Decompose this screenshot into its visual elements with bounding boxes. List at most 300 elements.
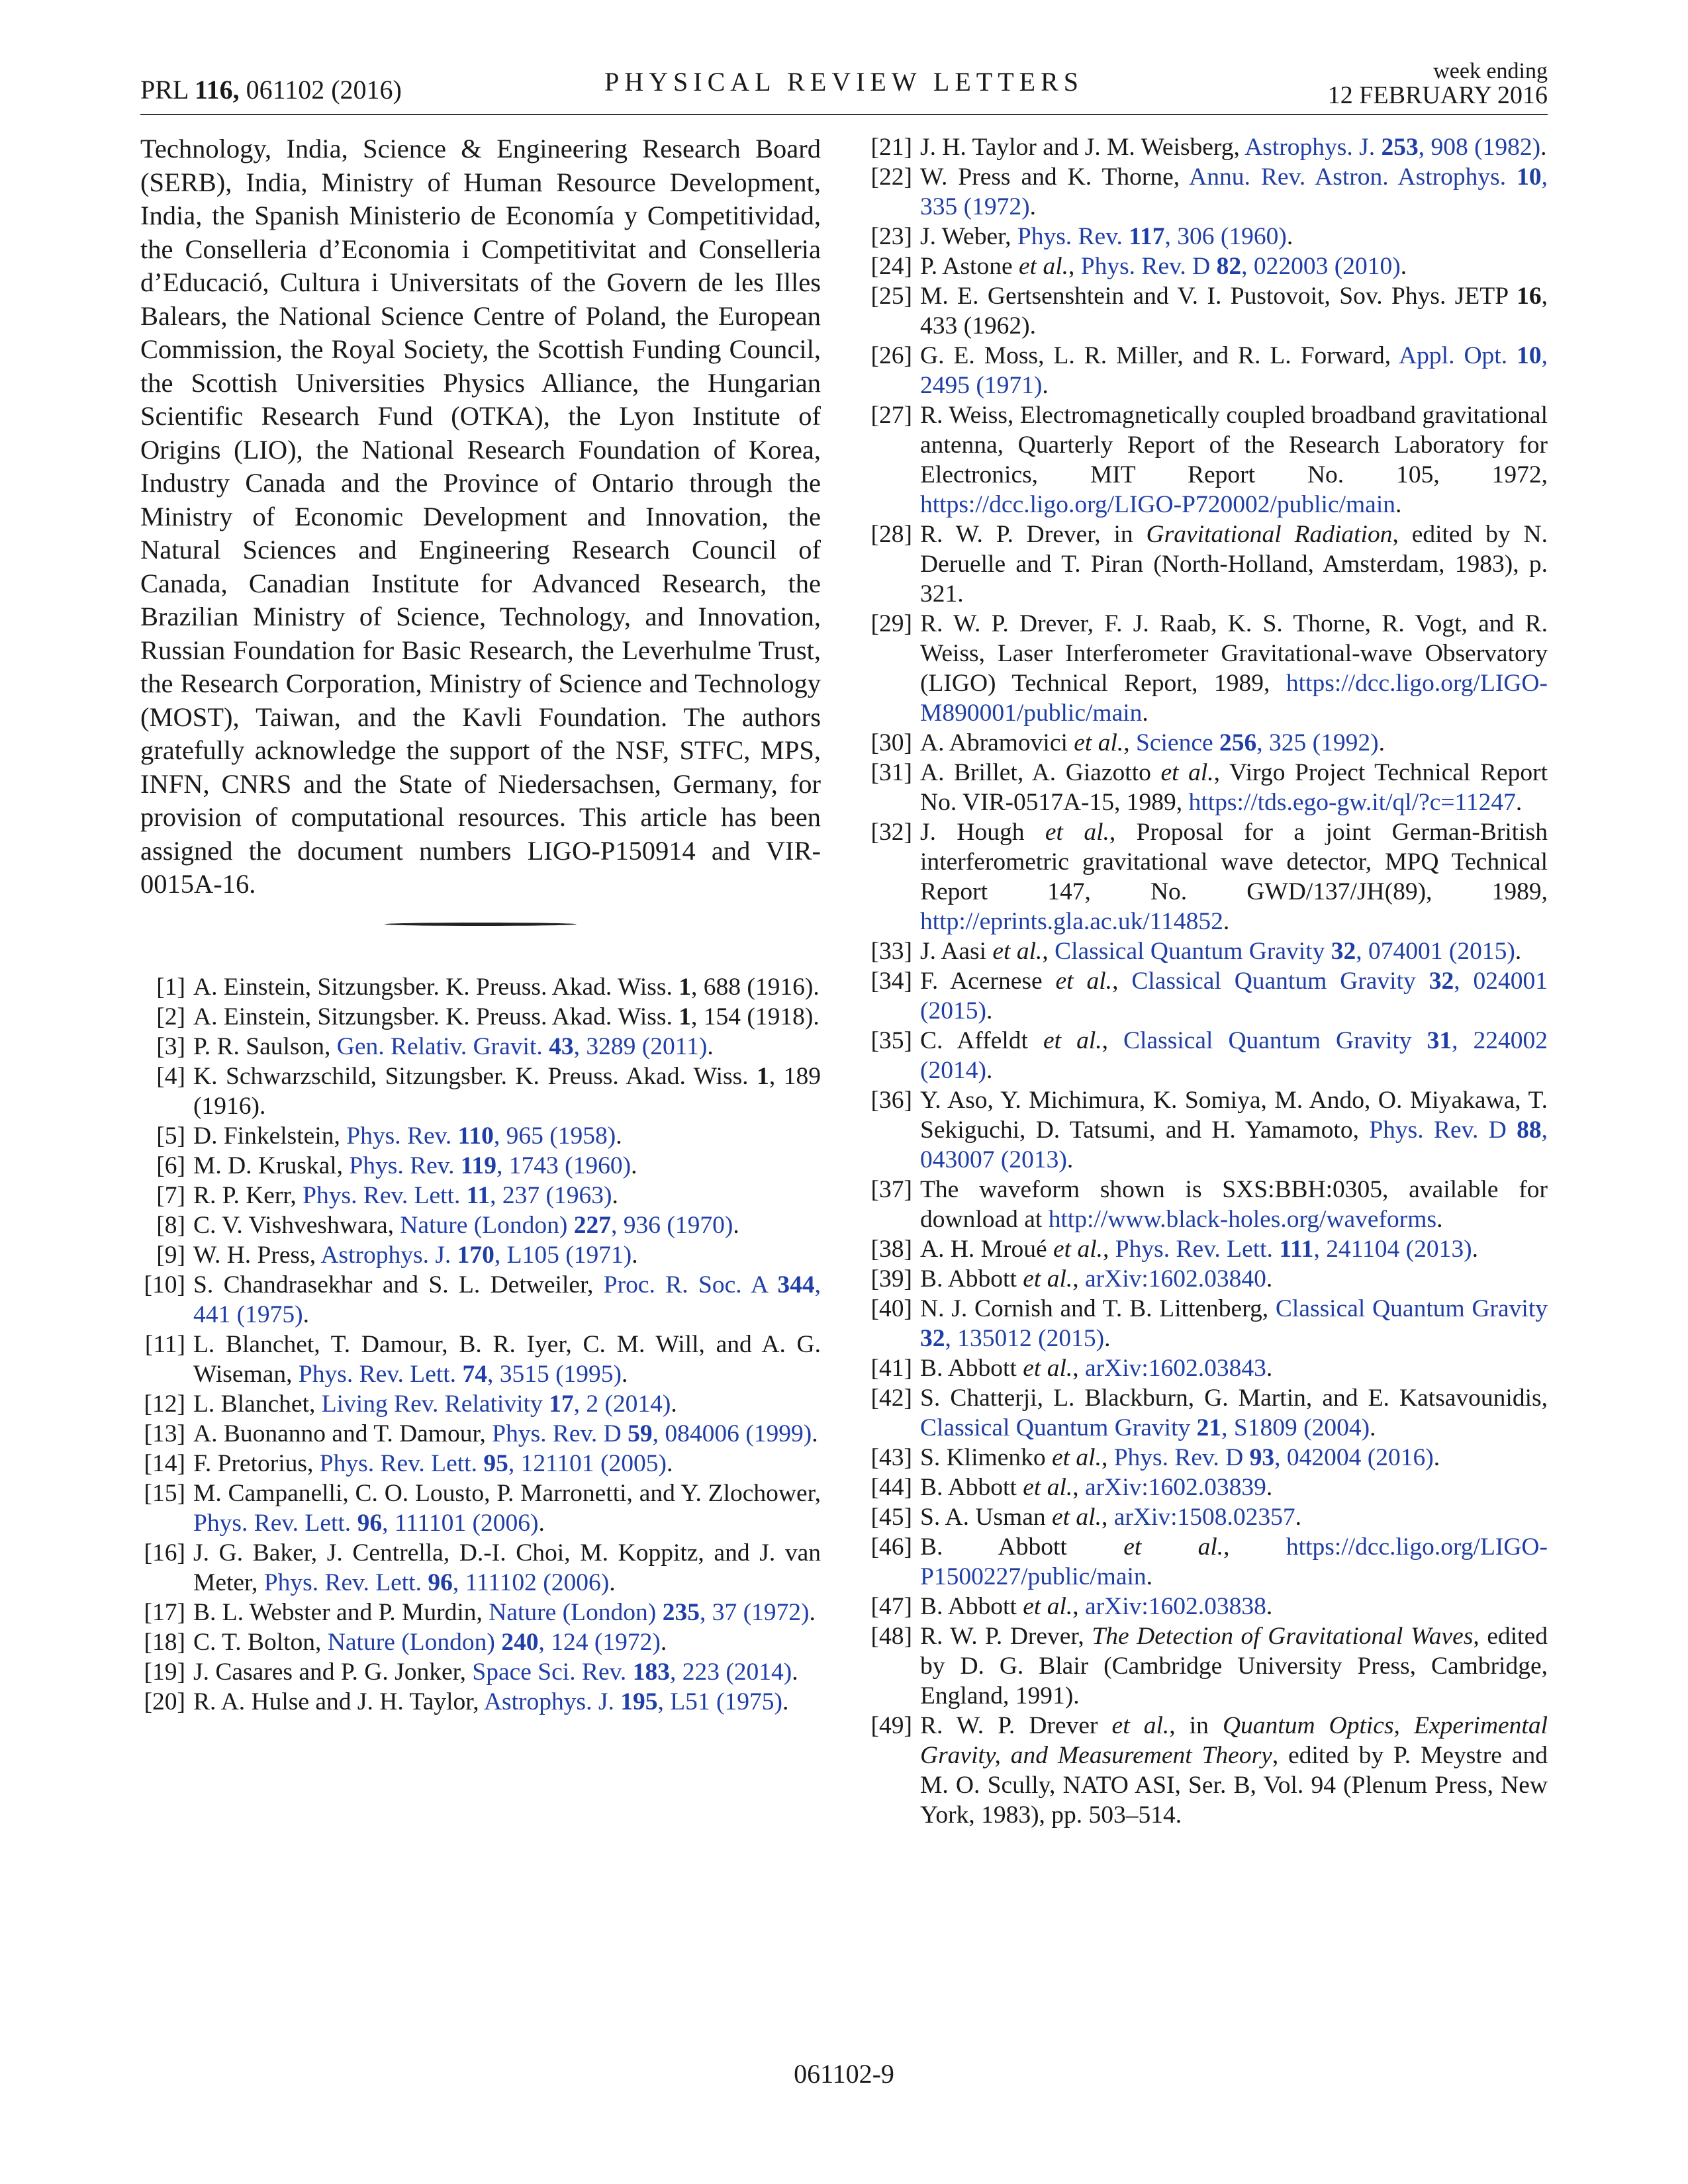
reference-link[interactable]: 82 [1216, 253, 1242, 280]
reference-link[interactable]: Phys. Rev. [349, 1152, 461, 1179]
reference-link[interactable]: , 325 (1992) [1256, 729, 1379, 756]
reference-link[interactable]: Gen. Relativ. Gravit. [336, 1032, 549, 1060]
reference-link[interactable]: , 024001 (2015) [920, 968, 1548, 1024]
reference-link[interactable]: Proc. R. Soc. A [603, 1271, 778, 1298]
reference-text: S. A. Usman [920, 1504, 1052, 1531]
reference-item [140, 1657, 821, 1687]
reference-item [140, 972, 821, 1002]
reference-number: [16] [144, 1539, 185, 1567]
reference-link[interactable]: 117 [1129, 223, 1165, 250]
reference-text: P. Astone [920, 253, 1019, 280]
reference-text: S. Chatterji, L. Blackburn, G. Martin, and E. Katsavounidis, [920, 1385, 1548, 1412]
reference-item [140, 1419, 821, 1449]
reference-number: [46] [870, 1533, 912, 1561]
reference-link[interactable]: Nature (London) [489, 1598, 663, 1626]
reference-number: [34] [870, 968, 912, 995]
reference-link[interactable]: , 237 (1963) [490, 1181, 612, 1209]
reference-link[interactable]: 96 [428, 1569, 453, 1596]
reference-number: [39] [870, 1265, 912, 1293]
reference-text: Quantum Optics, Experimental Gravity, and Measurement Theory [920, 1712, 1548, 1769]
reference-text: S. Chandrasekhar and S. L. Detweiler, [193, 1271, 604, 1298]
reference-link[interactable]: 96 [357, 1509, 383, 1537]
reference-text: , [1223, 1533, 1286, 1561]
reference-number: [3] [156, 1032, 185, 1060]
reference-text: . [671, 1390, 677, 1418]
reference-text: L. Blanchet, T. Damour, B. R. Iyer, C. M. Will, and A. G. Wiseman, [193, 1330, 821, 1388]
reference-text: , 154 (1918). [690, 1003, 820, 1030]
reference-text: . [1433, 1444, 1440, 1471]
reference-link[interactable]: arXiv:1602.03843 [1084, 1355, 1266, 1382]
reference-text: . [1142, 700, 1149, 727]
reference-number: [21] [870, 134, 912, 161]
reference-link[interactable]: , 022003 (2010) [1241, 253, 1401, 280]
reference-text: , edited by D. G. Blair (Cambridge University Press, Cambridge, England, 1991). [920, 1623, 1548, 1709]
reference-text: . [622, 1360, 628, 1388]
reference-number: [49] [870, 1712, 912, 1739]
reference-item [867, 1711, 1548, 1830]
reference-item [867, 281, 1548, 341]
reference-text: , 433 (1962). [920, 283, 1548, 340]
reference-link[interactable]: Nature (London) [327, 1628, 502, 1656]
reference-text: . [632, 1241, 638, 1269]
reference-text: The Detection of Gravitational Waves [1092, 1623, 1474, 1650]
reference-item [867, 132, 1548, 162]
reference-text: . [631, 1152, 637, 1179]
reference-link[interactable]: , 043007 (2013) [920, 1116, 1548, 1173]
reference-link[interactable]: , 084006 (1999) [652, 1420, 812, 1447]
reference-number: [11] [144, 1330, 185, 1358]
reference-number: [17] [144, 1598, 185, 1626]
reference-number: [44] [870, 1474, 912, 1501]
reference-item [867, 1353, 1548, 1383]
reference-link[interactable]: arXiv:1602.03840 [1084, 1265, 1266, 1293]
reference-link[interactable]: 32 [920, 1325, 945, 1352]
reference-number: [22] [870, 163, 912, 191]
reference-link[interactable]: 88 [1517, 1116, 1542, 1144]
reference-number: [42] [870, 1385, 912, 1412]
reference-number: [37] [870, 1176, 912, 1203]
reference-text: P. R. Saulson, [193, 1032, 337, 1060]
reference-item [140, 1181, 821, 1210]
reference-number: [9] [156, 1241, 185, 1269]
reference-link[interactable]: Phys. Rev. Lett. [319, 1449, 484, 1477]
reference-item [140, 1121, 821, 1151]
reference-text: A. Einstein, Sitzungsber. K. Preuss. Akad. Wiss. [193, 973, 679, 1001]
reference-text: et al. [1019, 253, 1068, 280]
reference-text: et al. [1023, 1474, 1073, 1501]
reference-link[interactable]: , 441 (1975) [193, 1271, 821, 1328]
reference-link[interactable]: , 124 (1972) [538, 1628, 661, 1656]
reference-text: M. Campanelli, C. O. Lousto, P. Marronetti, and Y. Zlochower, [193, 1479, 821, 1507]
reference-text: . [1266, 1265, 1273, 1293]
reference-text: . [733, 1211, 739, 1239]
reference-text: , [1101, 1504, 1114, 1531]
reference-item [867, 728, 1548, 758]
left-column [140, 132, 821, 1717]
journal-volume: 116, [194, 75, 240, 105]
reference-item [867, 1443, 1548, 1473]
reference-link[interactable]: 111 [1279, 1236, 1314, 1263]
reference-link[interactable]: 93 [1249, 1444, 1275, 1471]
reference-text: . [303, 1300, 309, 1328]
reference-text: . [1400, 253, 1407, 280]
reference-link[interactable]: Phys. Rev. D [1369, 1116, 1517, 1144]
reference-link[interactable]: http://eprints.gla.ac.uk/114852 [920, 908, 1223, 935]
reference-text: . [616, 1122, 622, 1150]
reference-text: G. E. Moss, L. R. Miller, and R. L. Forward, [920, 342, 1399, 369]
reference-text: . [1066, 1146, 1074, 1173]
reference-text: . [1029, 193, 1036, 220]
reference-text: 1 [679, 1003, 691, 1030]
reference-text: . [812, 1420, 818, 1447]
reference-text: et al. [1074, 729, 1124, 756]
reference-item [140, 1598, 821, 1627]
reference-link[interactable]: arXiv:1508.02357 [1113, 1504, 1295, 1531]
reference-link[interactable]: Astrophys. J. [1244, 134, 1382, 161]
reference-item [867, 609, 1548, 728]
reference-item [140, 1538, 821, 1598]
reference-text: et al. [1051, 1504, 1102, 1531]
reference-link[interactable]: , 111102 (2006) [452, 1569, 610, 1596]
reference-text: 1 [757, 1062, 769, 1090]
reference-text: R. W. P. Drever, F. J. Raab, K. S. Thorne, R. Vogt, and R. Weiss, Laser Interferometer Gravitational-wave Observatory (LIGO) Technical Report, 1989, [920, 610, 1548, 697]
reference-text: , [1102, 1027, 1124, 1054]
reference-link[interactable]: 17 [549, 1390, 574, 1418]
reference-link[interactable]: Phys. Rev. Lett. [298, 1360, 463, 1388]
reference-text: N. J. Cornish and T. B. Littenberg, [920, 1295, 1276, 1322]
reference-link[interactable]: Classical Quantum Gravity [1131, 968, 1429, 995]
reference-link[interactable]: 21 [1196, 1414, 1222, 1441]
reference-item [867, 520, 1548, 609]
reference-link[interactable]: Nature (London) [400, 1211, 574, 1239]
reference-text: et al. [1043, 1027, 1102, 1054]
reference-text: M. D. Kruskal, [193, 1152, 350, 1179]
reference-link[interactable]: https://dcc.ligo.org/LIGO-M890001/public/main [920, 670, 1548, 727]
reference-link[interactable]: 74 [462, 1360, 487, 1388]
reference-text: A. Buonanno and T. Damour, [193, 1420, 492, 1447]
reference-item [140, 1002, 821, 1032]
reference-item [867, 1621, 1548, 1711]
reference-item [140, 1240, 821, 1270]
reference-text: . [1436, 1206, 1443, 1233]
reference-link[interactable]: https://dcc.ligo.org/LIGO-P1500227/public/main [920, 1533, 1548, 1590]
journal-abbrev: PRL [140, 75, 195, 105]
reference-link[interactable]: , 111101 (2006) [382, 1509, 539, 1537]
reference-text: . [1266, 1474, 1273, 1501]
reference-text: . [1042, 372, 1049, 399]
reference-text: et al. [1051, 1444, 1102, 1471]
reference-item [867, 1532, 1548, 1592]
reference-text: . [1266, 1355, 1273, 1382]
reference-item [867, 1026, 1548, 1085]
reference-text: et al. [992, 938, 1043, 965]
reference-text: , [1123, 729, 1136, 756]
reference-item [140, 1032, 821, 1062]
reference-number: [29] [870, 610, 912, 637]
reference-link[interactable]: 43 [549, 1032, 574, 1060]
reference-text: , [1103, 1236, 1115, 1263]
reference-link[interactable]: , 3515 (1995) [487, 1360, 622, 1388]
reference-text: B. Abbott [920, 1265, 1023, 1293]
reference-item [867, 1294, 1548, 1353]
reference-link[interactable]: Phys. Rev. Lett. [263, 1569, 428, 1596]
reference-link[interactable]: , 908 (1982) [1418, 134, 1541, 161]
reference-link[interactable]: 195 [620, 1688, 658, 1715]
reference-link[interactable]: , 135012 (2015) [945, 1325, 1105, 1352]
reference-link[interactable]: , 1743 (1960) [496, 1152, 632, 1179]
reference-link[interactable]: 235 [662, 1598, 700, 1626]
reference-text: A. Abramovici [920, 729, 1074, 756]
reference-text: . [1395, 491, 1402, 518]
issue-date-value: 12 FEBRUARY 2016 [1327, 81, 1548, 109]
reference-text: et al. [1023, 1355, 1073, 1382]
reference-text: et al. [1160, 759, 1214, 786]
reference-text: . [660, 1628, 667, 1656]
reference-text: Y. Aso, Y. Michimura, K. Somiya, M. Ando, O. Miyakawa, T. Sekiguchi, D. Tatsumi, and H. Yamamoto, [920, 1087, 1548, 1144]
reference-link[interactable]: Phys. Rev. D [1113, 1444, 1250, 1471]
reference-link[interactable]: Classical Quantum Gravity [1275, 1295, 1548, 1322]
reference-link[interactable]: , 2495 (1971) [920, 342, 1548, 399]
reference-text: . [986, 1057, 993, 1084]
reference-link[interactable]: 10 [1517, 163, 1542, 191]
reference-link[interactable]: , 042004 (2016) [1274, 1444, 1434, 1471]
reference-number: [32] [870, 819, 912, 846]
reference-link[interactable]: , 241104 (2013) [1313, 1236, 1472, 1263]
header-rule [140, 114, 1548, 115]
reference-text: J. Casares and P. G. Jonker, [193, 1658, 473, 1686]
reference-text: R. W. P. Drever [920, 1712, 1112, 1739]
reference-link[interactable]: Appl. Opt. [1399, 342, 1517, 369]
reference-item [867, 1473, 1548, 1502]
reference-number: [2] [156, 1003, 185, 1030]
reference-item [140, 1389, 821, 1419]
reference-link[interactable]: Annu. Rev. Astron. Astrophys. [1189, 163, 1517, 191]
week-ending-label: week ending [1433, 59, 1548, 83]
reference-text: W. Press and K. Thorne, [920, 163, 1190, 191]
right-column [867, 132, 1548, 1830]
reference-text: The waveform shown is SXS:BBH:0305, available for download at [920, 1176, 1548, 1233]
journal-title: PHYSICAL REVIEW LETTERS [604, 67, 1084, 97]
reference-number: [10] [144, 1271, 185, 1298]
reference-link[interactable]: Phys. Rev. D [492, 1420, 628, 1447]
reference-text: D. Finkelstein, [193, 1122, 347, 1150]
reference-item [867, 936, 1548, 966]
reference-number: [20] [144, 1688, 185, 1715]
reference-link[interactable]: , L51 (1975) [657, 1688, 782, 1715]
reference-item [140, 1449, 821, 1479]
reference-link[interactable]: , 965 (1958) [493, 1122, 616, 1150]
reference-item [867, 1264, 1548, 1294]
reference-link[interactable]: 227 [573, 1211, 612, 1239]
reference-link[interactable]: Astrophys. J. [320, 1241, 457, 1269]
reference-link[interactable]: Phys. Rev. [1017, 223, 1129, 250]
reference-text: R. W. P. Drever, in [920, 521, 1147, 548]
reference-text: J. G. Baker, J. Centrella, D.-I. Choi, M. Koppitz, and J. van Meter, [193, 1539, 821, 1596]
reference-link[interactable]: , 223 (2014) [669, 1658, 792, 1686]
reference-link[interactable]: , 2 (2014) [573, 1390, 671, 1418]
reference-link[interactable]: 344 [777, 1271, 815, 1298]
reference-number: [25] [870, 283, 912, 310]
reference-link[interactable]: https://dcc.ligo.org/LIGO-P720002/public/main [920, 491, 1395, 518]
reference-link[interactable]: Classical Quantum Gravity [1123, 1027, 1427, 1054]
reference-link[interactable]: , 936 (1970) [611, 1211, 733, 1239]
reference-number: [6] [156, 1152, 185, 1179]
reference-text: . [1515, 789, 1523, 816]
reference-text: S. Klimenko [920, 1444, 1052, 1471]
reference-number: [14] [144, 1449, 185, 1477]
reference-link[interactable]: Astrophys. J. [483, 1688, 621, 1715]
reference-text: , 688 (1916). [690, 973, 820, 1001]
reference-link[interactable]: Phys. Rev. [346, 1122, 458, 1150]
reference-item [140, 1210, 821, 1240]
reference-link[interactable]: Science [1136, 729, 1219, 756]
reference-link[interactable]: , 121101 (2005) [508, 1449, 667, 1477]
reference-number: [35] [870, 1027, 912, 1054]
reference-text: . [1286, 223, 1293, 250]
reference-link[interactable]: https://tds.ego-gw.it/ql/?c=11247 [1188, 789, 1516, 816]
issue-date [1328, 60, 1548, 107]
reference-text: J. Aasi [920, 938, 993, 965]
reference-number: [41] [870, 1355, 912, 1382]
reference-text: F. Acernese [920, 968, 1056, 995]
reference-link[interactable]: , 37 (1972) [699, 1598, 810, 1626]
reference-item [867, 966, 1548, 1026]
reference-item [867, 222, 1548, 251]
reference-number: [40] [870, 1295, 912, 1322]
reference-text: . [1295, 1504, 1302, 1531]
reference-text: . [1266, 1593, 1273, 1620]
reference-text: J. Weber, [920, 223, 1017, 250]
reference-list-left [140, 972, 821, 1717]
reference-text: , in [1169, 1712, 1223, 1739]
reference-text: . [667, 1449, 673, 1477]
reference-link[interactable]: 95 [483, 1449, 508, 1477]
reference-number: [45] [870, 1504, 912, 1531]
reference-link[interactable]: , L105 (1971) [494, 1241, 632, 1269]
reference-number: [4] [156, 1062, 185, 1090]
reference-link[interactable]: , 074001 (2015) [1356, 938, 1515, 965]
reference-text: . [782, 1688, 789, 1715]
reference-text: B. Abbott [920, 1533, 1124, 1561]
reference-link[interactable]: , S1809 (2004) [1221, 1414, 1370, 1441]
reference-text: , [1042, 938, 1055, 965]
reference-number: [24] [870, 253, 912, 280]
page-number: 061102-9 [794, 2059, 894, 2089]
reference-text: , edited by P. Meystre and M. O. Scully, NATO ASI, Ser. B, Vol. 94 (Plenum Press, New York, 1983), pp. 503–514. [920, 1742, 1548, 1829]
reference-link[interactable]: 32 [1331, 938, 1356, 965]
reference-text: . [1370, 1414, 1376, 1441]
reference-item [140, 1062, 821, 1121]
reference-number: [31] [870, 759, 912, 786]
reference-link[interactable]: 31 [1427, 1027, 1452, 1054]
reference-number: [43] [870, 1444, 912, 1471]
reference-link[interactable]: , 3289 (2011) [573, 1032, 708, 1060]
reference-link[interactable]: 256 [1219, 729, 1257, 756]
reference-link[interactable]: 240 [501, 1628, 539, 1656]
reference-number: [18] [144, 1628, 185, 1656]
reference-text: , [1072, 1474, 1085, 1501]
reference-number: [28] [870, 521, 912, 548]
reference-link[interactable]: Space Sci. Rev. [472, 1658, 633, 1686]
reference-link[interactable]: Living Rev. Relativity [321, 1390, 549, 1418]
reference-link[interactable]: , 335 (1972) [920, 163, 1548, 220]
acknowledgment-paragraph: Technology, India, Science & Engineering Research Board (SERB), India, Ministry of Human Resource Development, India, the Spanish Ministerio de Economía y Competitividad, the Conselleria d’Economia i Competitivitat and Conselleria d’Educació, Cultura i Universitats of the Govern de les Illes Balears, the National Science Centre of Poland, the European Commission, the Royal Society, the Scottish Funding Council, the Scottish Universities Physics Alliance, the Hungarian Scientific Research Fund (OTKA), the Lyon Institute of Origins (LIO), the National Research Foundation of Korea, Industry Canada and the Province of Ontario through the Ministry of Economic Development and Innovation, the Natural Sciences and Engineering Research Council of Canada, Canadian Institute for Advanced Research, the Brazilian Ministry of Science, Technology, and Innovation, Russian Foundation for Basic Research, the Leverhulme Trust, the Research Corporation, Ministry of Science and Technology (MOST), Taiwan, and the Kavli Foundation. The authors gratefully acknowledge the support of the NSF, STFC, MPS, INFN, CNRS and the State of Niedersachsen, Germany, for provision of computational resources. This article has been assigned the document numbers LIGO-P150914 and VIR-0015A-16. [140, 134, 821, 899]
reference-item [140, 1270, 821, 1330]
reference-link[interactable]: arXiv:1602.03839 [1084, 1474, 1266, 1501]
reference-link[interactable]: , 224002 (2014) [920, 1027, 1548, 1084]
reference-text: . [1104, 1325, 1111, 1352]
reference-text: R. W. P. Drever, [920, 1623, 1092, 1650]
reference-number: [1] [156, 973, 185, 1001]
reference-text: Gravitational Radiation [1146, 521, 1393, 548]
reference-item [867, 817, 1548, 936]
reference-text: B. Abbott [920, 1593, 1023, 1620]
reference-link[interactable]: 253 [1381, 134, 1419, 161]
reference-text: A. H. Mroué [920, 1236, 1054, 1263]
reference-number: [33] [870, 938, 912, 965]
reference-link[interactable]: 59 [628, 1420, 653, 1447]
reference-link[interactable]: Classical Quantum Gravity [920, 1414, 1197, 1441]
reference-text: , edited by N. Deruelle and T. Piran (North-Holland, Amsterdam, 1983), p. 321. [920, 521, 1548, 608]
reference-text: , [1072, 1265, 1085, 1293]
reference-item [140, 1627, 821, 1657]
reference-text: . [1378, 729, 1385, 756]
reference-link[interactable]: , 306 (1960) [1164, 223, 1287, 250]
reference-text: . [792, 1658, 798, 1686]
reference-link[interactable]: http://www.black-holes.org/waveforms [1048, 1206, 1437, 1233]
reference-link[interactable]: 110 [457, 1122, 494, 1150]
reference-item [140, 1151, 821, 1181]
reference-text: , 189 (1916). [193, 1062, 821, 1120]
reference-text: B. L. Webster and P. Murdin, [193, 1598, 489, 1626]
reference-item [867, 1383, 1548, 1443]
reference-number: [15] [144, 1479, 185, 1507]
reference-text: et al. [1023, 1265, 1073, 1293]
reference-text: F. Pretorius, [193, 1449, 320, 1477]
reference-link[interactable]: Classical Quantum Gravity [1055, 938, 1331, 965]
reference-link[interactable]: Phys. Rev. Lett. [193, 1509, 357, 1537]
reference-link[interactable]: Phys. Rev. Lett. [1115, 1236, 1280, 1263]
reference-text: M. E. Gertsenshtein and V. I. Pustovoit, Sov. Phys. JETP [920, 283, 1517, 310]
reference-text: . [612, 1181, 618, 1209]
reference-link[interactable]: 119 [460, 1152, 497, 1179]
reference-text: et al. [1111, 1712, 1170, 1739]
reference-text: C. V. Vishveshwara, [193, 1211, 400, 1239]
reference-item [867, 251, 1548, 281]
reference-text: , [1101, 1444, 1114, 1471]
reference-link[interactable]: 10 [1517, 342, 1542, 369]
reference-text: B. Abbott [920, 1355, 1023, 1382]
reference-item [867, 162, 1548, 222]
reference-number: [30] [870, 729, 912, 756]
reference-text: R. A. Hulse and J. H. Taylor, [193, 1688, 484, 1715]
reference-text: . [1540, 134, 1547, 161]
reference-link[interactable]: 170 [457, 1241, 494, 1269]
reference-text: , [1072, 1355, 1085, 1382]
reference-text: et al. [1055, 968, 1113, 995]
reference-link[interactable]: 183 [632, 1658, 670, 1686]
reference-link[interactable]: Phys. Rev. Lett. [303, 1181, 467, 1209]
reference-list-right [867, 132, 1548, 1830]
reference-text: K. Schwarzschild, Sitzungsber. K. Preuss. Akad. Wiss. [193, 1062, 757, 1090]
reference-link[interactable]: 11 [466, 1181, 491, 1209]
reference-link[interactable]: Phys. Rev. D [1080, 253, 1217, 280]
reference-link[interactable]: 32 [1429, 968, 1454, 995]
reference-item [867, 1592, 1548, 1621]
reference-text: et al. [1053, 1236, 1103, 1263]
reference-text: R. Weiss, Electromagnetically coupled broadband gravitational antenna, Quarterly Report of the Research Laboratory for Electronics, MIT Report No. 105, 1972, [920, 402, 1548, 488]
reference-link[interactable]: arXiv:1602.03838 [1084, 1593, 1266, 1620]
